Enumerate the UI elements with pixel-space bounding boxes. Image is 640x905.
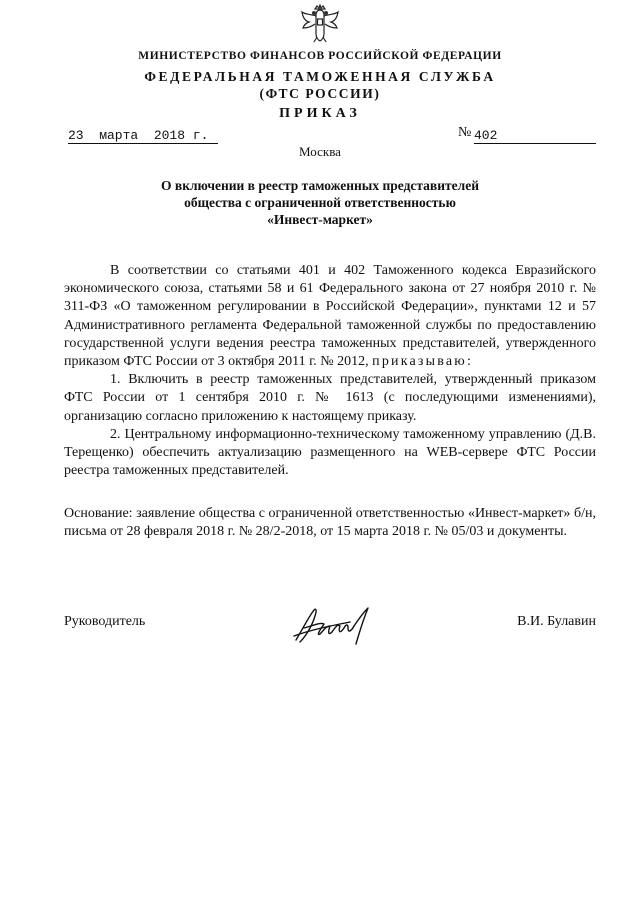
order-item-2: 2. Центральному информационно-техническому таможенному управлению (Д.В. Терещенко) обеспечить актуализацию размещенного на WEB-сервере ФТС России реестра таможенных представителей. <box>64 426 596 479</box>
document-place: Москва <box>299 144 341 159</box>
handwritten-signature-icon <box>290 600 380 650</box>
order-item-1: 1. Включить в реестр таможенных представителей, утвержденный приказом ФТС России от 1 сентября 2010 г. № 1613 (с последующими изменениями), организацию согласно приложению к настоящему приказу. <box>64 372 596 424</box>
document-body <box>64 262 596 480</box>
coat-of-arms-icon <box>298 4 342 44</box>
service-abbreviation: (ФТС РОССИИ) <box>259 86 381 101</box>
preamble-text: В соответствии со статьями 401 и 402 Таможенного кодекса Евразийского экономического союза, статьями 58 и 61 Федерального закона от 27 ноября 2010 г. № 311-ФЗ «О таможенном регулировании в Российской Федерации», пунктами 12 и 57 Административного регламента Федеральной таможенной службы по предоставлению государственной услуги ведения реестра таможенных представителей, утвержденного приказом ФТС России от 3 октября 2011 г. № 2012, <box>64 263 596 370</box>
ministry-name: МИНИСТЕРСТВО ФИНАНСОВ РОССИЙСКОЙ ФЕДЕРАЦИИ <box>138 50 502 62</box>
basis-text: Основание: заявление общества с ограниченной ответственностью «Инвест-маркет» б/н, письма от 28 февраля 2018 г. № 28/2-2018, от 15 марта 2018 г. № 05/03 и документы. <box>64 506 596 540</box>
service-name: ФЕДЕРАЛЬНАЯ ТАМОЖЕННАЯ СЛУЖБА <box>144 69 496 84</box>
document-type: ПРИКАЗ <box>279 106 361 121</box>
document-number: 402 <box>474 128 596 144</box>
basis-section <box>64 505 596 541</box>
document-title <box>100 177 540 228</box>
title-line-1: О включении в реестр таможенных представителей <box>161 178 479 193</box>
signatory-position: Руководитель <box>64 614 146 629</box>
signatory-name: В.И. Булавин <box>517 614 596 629</box>
document-number-label: № <box>458 125 472 140</box>
order-word: приказываю: <box>372 354 474 370</box>
preamble-paragraph <box>64 262 596 371</box>
title-line-2: общества с ограниченной ответственностью <box>184 195 456 210</box>
document-date: 23 марта 2018 г. <box>68 128 218 144</box>
title-line-3: «Инвест-маркет» <box>267 212 373 227</box>
